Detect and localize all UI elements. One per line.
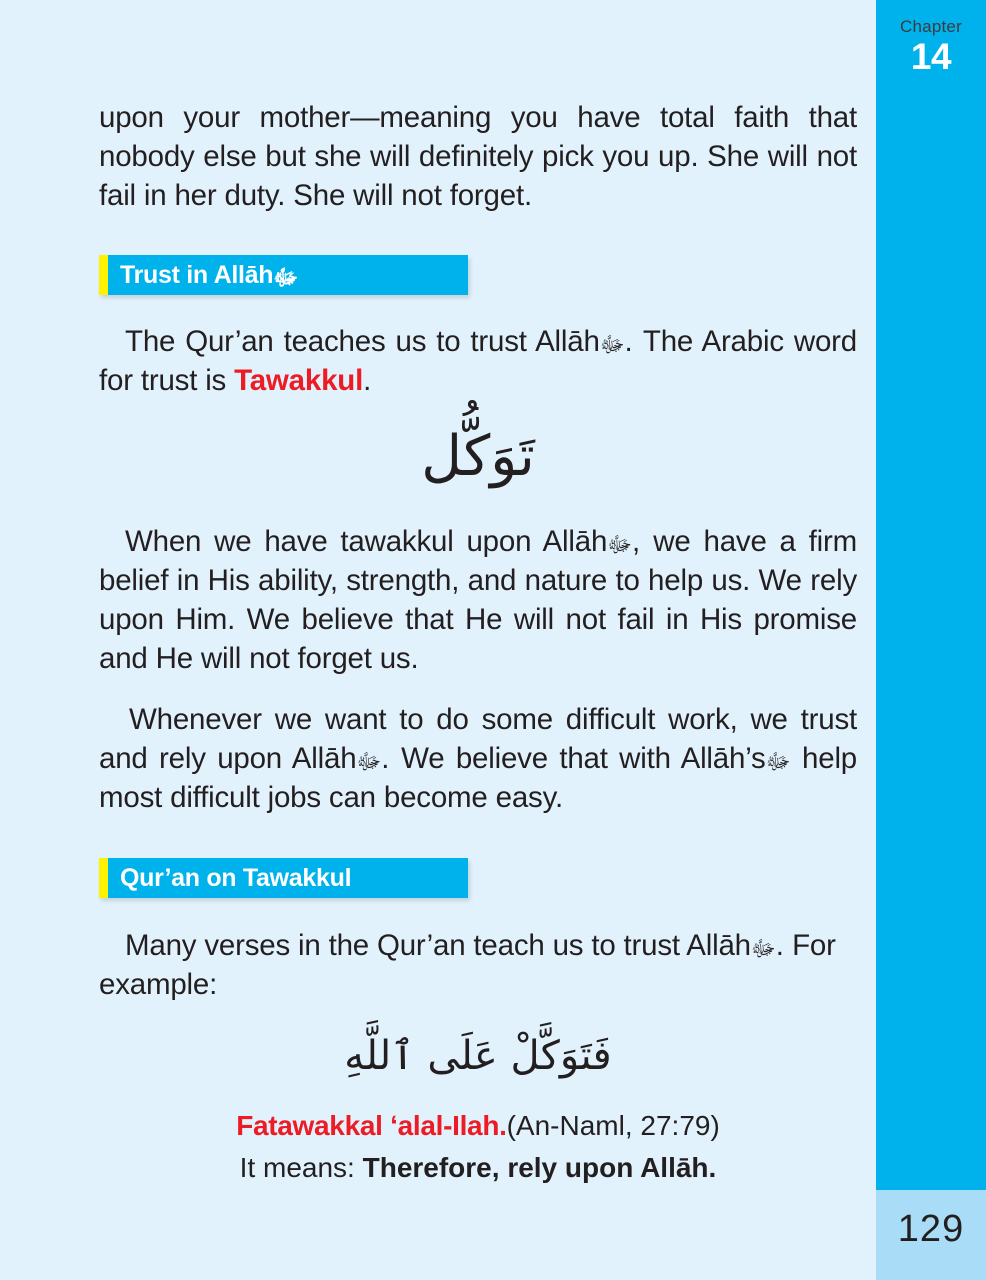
heading-label: Trust in Allāh — [120, 260, 274, 289]
honorific-icon: ﷻ — [356, 749, 382, 774]
page-number-block — [876, 1190, 986, 1280]
heading-accent-bar — [99, 858, 108, 898]
arabic-verse: فَتَوَكَّلْ عَلَى ٱللَّهِ — [344, 1033, 612, 1079]
meaning-text: Therefore, rely upon Allāh. — [362, 1152, 717, 1183]
honorific-icon: ﷻ — [750, 936, 776, 961]
tawakkul-meaning-text-b: , we have a firm belief in His ability, strength, and nature to help us. We rely upon Him. We believe that He will not fail in His promise and He will not forget us. — [99, 525, 857, 675]
term-tawakkul: Tawakkul — [234, 364, 364, 397]
heading-body — [108, 858, 468, 898]
trust-intro-text-c: . — [363, 364, 372, 397]
trust-intro-text-b: . The Arabic word for trust is — [99, 325, 857, 397]
honorific-icon: ﷻ — [765, 749, 791, 774]
honorific-icon: ﷻ — [599, 332, 625, 357]
paragraph-intro: upon your mother—meaning you have total faith that nobody else but she will definitely pick you up. She will not fail in her duty. She will not forget. — [99, 101, 857, 212]
honorific-icon: ﷻ — [607, 532, 632, 557]
meaning-label: It means: — [239, 1152, 363, 1183]
paragraph-difficult-work — [99, 700, 857, 817]
section-heading-quran-on-tawakkul — [99, 858, 468, 898]
verse-transliteration-line — [99, 1108, 857, 1144]
section-heading-trust-in-allah — [99, 255, 468, 295]
page-number: 129 — [897, 1208, 965, 1250]
arabic-word-tawakkul: تَوَكُّل — [421, 424, 535, 489]
quran-intro-text-a: Many verses in the Qur’an teach us to trust Allāh — [125, 929, 751, 962]
heading-text-wrapper — [120, 261, 298, 290]
verse-transliteration: Fatawakkal ʻalal-Ilah. — [236, 1110, 507, 1141]
difficult-work-text-a: Whenever we want to do some difficult work, we trust and rely upon Allāh — [99, 703, 857, 775]
honorific-icon: ﷻ — [273, 264, 299, 290]
chapter-rail — [876, 0, 986, 1190]
quran-intro-text-b: . For example: — [99, 929, 836, 1001]
heading-label: Qur’an on Tawakkul — [120, 863, 352, 892]
chapter-label: Chapter — [900, 17, 962, 36]
difficult-work-text-c: help most difficult jobs can become easy. — [99, 742, 858, 814]
paragraph-tawakkul-meaning — [99, 522, 857, 678]
paragraph-trust-intro — [99, 322, 857, 400]
verse-meaning-line — [99, 1150, 857, 1186]
page-content — [99, 0, 857, 1186]
difficult-work-text-b: . We believe that with Allāh’s — [381, 742, 766, 775]
verse-reference: (An-Naml, 27:79) — [506, 1110, 720, 1141]
paragraph-quran-intro — [99, 926, 857, 1004]
heading-accent-bar — [99, 255, 108, 295]
heading-body — [108, 255, 468, 295]
chapter-number: 14 — [910, 36, 952, 77]
trust-intro-text-a: The Qur’an teaches us to trust Allāh — [125, 325, 600, 358]
tawakkul-meaning-text-a: When we have tawakkul upon Allāh — [125, 525, 608, 558]
